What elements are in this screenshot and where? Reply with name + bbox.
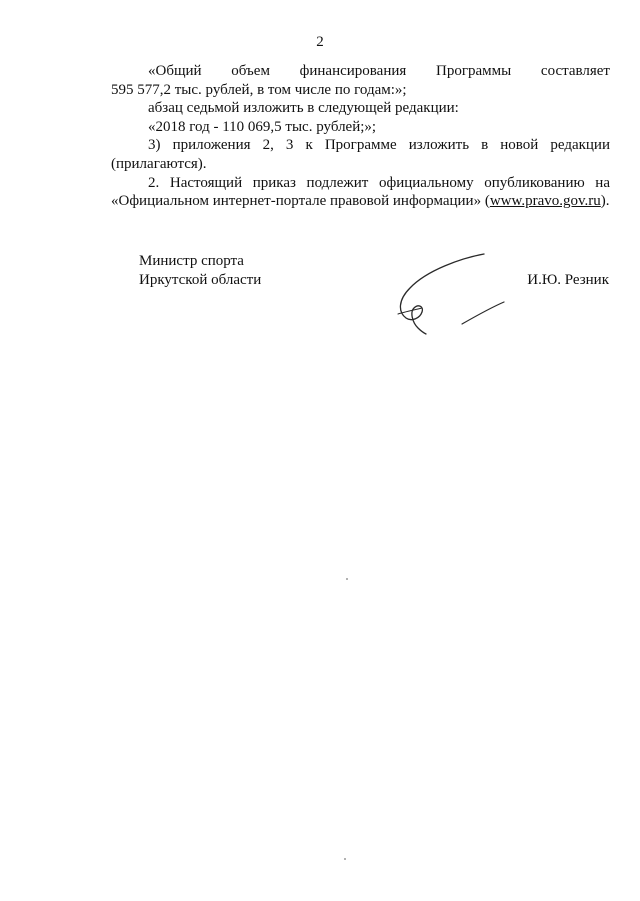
signatory-position-line-2: Иркутской области [139,272,262,288]
paragraph-appendices-line-1: 3) приложения 2, 3 к Программе изложить в новой редакции [148,137,610,154]
signature-stroke-tail [462,302,504,324]
paragraph-abzac: абзац седьмой изложить в следующей редакции: [148,100,459,117]
paragraph-publication [111,174,610,211]
scan-speck [346,578,348,580]
paragraph-appendices [111,136,610,173]
paragraph-financing-line-2: 595 577,2 тыс. рублей, в том числе по годам:»; [111,81,407,98]
signatory-position-line-1: Министр спорта [139,253,244,269]
page-number: 2 [316,34,324,50]
paragraph-financing-line-1: «Общий объем финансирования Программы составляет [148,63,610,79]
handwritten-signature [392,248,512,338]
paragraph-financing [111,62,610,99]
paragraph-appendices-line-2: (прилагаются). [111,155,207,172]
document-body [111,62,610,211]
signature-stroke-main [400,254,484,334]
paragraph-publication-line-1: 2. Настоящий приказ подлежит официальному опубликованию на [148,174,610,191]
signatory-name: И.Ю. Резник [527,272,609,288]
scan-speck [344,858,346,860]
paragraph-publication-line-2 [111,192,610,211]
publication-end-text: ). [600,193,610,210]
signatory-position [139,252,261,290]
paragraph-2018: «2018 год - 110 069,5 тыс. рублей;»; [148,118,377,135]
pravo-gov-link[interactable]: www.pravo.gov.ru [489,193,601,210]
publication-portal-text: «Официальном интернет-портале правовой информации» ( [111,193,490,210]
